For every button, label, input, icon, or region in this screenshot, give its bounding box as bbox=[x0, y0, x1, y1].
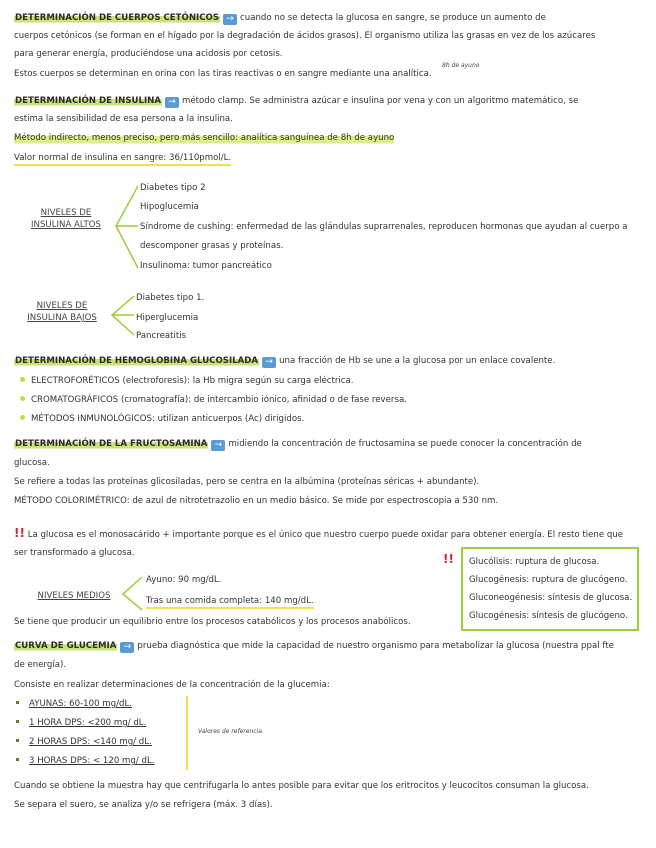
fructosamina-text-2: glucosa. bbox=[14, 458, 50, 468]
section-title-hemoglobina: DETERMINACIÓN DE HEMOGLOBINA GLUCOSILADA bbox=[15, 356, 259, 366]
altos-item-3b: descomponer grasas y proteínas. bbox=[140, 241, 284, 251]
curva-text-5: Se separa el suero, se analiza y/o se refrigera (máx. 3 días). bbox=[14, 800, 273, 810]
arrow-icon: → bbox=[262, 357, 276, 368]
curva-line-1 bbox=[14, 640, 614, 653]
curva-text-2: de energía). bbox=[14, 660, 67, 670]
arrow-icon: → bbox=[211, 440, 225, 451]
altos-item-4: Insulinoma: tumor pancreático bbox=[140, 261, 272, 271]
curva-item-4: 3 HORAS DPS: < 120 mg/ dL. bbox=[16, 755, 155, 767]
insulina-text-2: estima la sensibilidad de esa persona a la insulina. bbox=[14, 114, 233, 124]
insulina-text-1: método clamp. Se administra azúcar e insulina por vena y con un algoritmo matemático, se bbox=[182, 96, 579, 106]
section-title-cetonicos: DETERMINACIÓN DE CUERPOS CETÓNICOS bbox=[15, 13, 220, 23]
hemoglobina-bullet-1: ELECTROFORÉTICOS (electroforesis): la Hb migra según su carga eléctrica. bbox=[20, 375, 354, 387]
section-title-curva: CURVA DE GLUCEMIA bbox=[15, 641, 117, 651]
curva-item-2: 1 HORA DPS: <200 mg/ dL. bbox=[16, 717, 146, 729]
fructosamina-text-3: Se refiere a todas las proteínas glicosiladas, pero se centra en la albúmina (proteínas séricas + abundante). bbox=[14, 477, 480, 487]
cetonicos-text-2: cuerpos cetónicos (se forman en el hígado por la degradación de ácidos grasos). El organismo utiliza las grasas en vez de los azúcares bbox=[14, 31, 596, 41]
cetonicos-text-4: Estos cuerpos se determinan en orina con las tiras reactivas o en sangre mediante una analítica. bbox=[14, 69, 432, 79]
insulina-text-4: Valor normal de insulina en sangre: 36/110pmol/L. bbox=[14, 152, 231, 166]
label-niveles-medios: NIVELES MEDIOS bbox=[37, 591, 111, 601]
curva-text-1: prueba diagnóstica que mide la capacidad de nuestro organismo para metabolizar la glucosa (nuestra ppal fte bbox=[137, 641, 614, 651]
hemoglobina-text-1: una fracción de Hb se une a la glucosa por un enlace covalente. bbox=[279, 356, 556, 366]
curva-item-3: 2 HORAS DPS: <140 mg/ dL. bbox=[16, 736, 152, 748]
arrow-icon: → bbox=[223, 14, 237, 25]
label-insulina-altos: NIVELES DE INSULINA ALTOS bbox=[30, 208, 102, 230]
hemoglobina-line-1 bbox=[14, 355, 555, 368]
section-title-fructosamina: DETERMINACIÓN DE LA FRUCTOSAMINA bbox=[15, 439, 208, 449]
curva-item-1: AYUNAS: 60-100 mg/dL. bbox=[16, 698, 132, 710]
insulina-text-3: Método indirecto, menos preciso, pero más sencillo: analítica sanguínea de 8h de ayuno bbox=[14, 133, 395, 143]
arrow-icon: → bbox=[165, 97, 179, 108]
bajos-item-3: Pancreatitis bbox=[136, 331, 187, 341]
curva-text-4: Cuando se obtiene la muestra hay que centrifugarla lo antes posible para evitar que los eritrocitos y leucocitos consuman la glucosa. bbox=[14, 781, 589, 791]
glucosa-text-2: ser transformado a glucosa. bbox=[14, 548, 135, 558]
altos-item-1: Diabetes tipo 2 bbox=[140, 183, 206, 193]
bracket-bajos bbox=[108, 293, 136, 339]
fructosamina-text-4: MÉTODO COLORIMÉTRICO: de azul de nitrotetrazolio en un medio básico. Se mide por espectroscopia a 530 nm. bbox=[14, 496, 499, 506]
glucosa-text-1: La glucosa es el monosacárido + importante porque es el único que nuestro cuerpo puede oxidar para obtener energía. El resto tiene que bbox=[27, 530, 624, 540]
bracket-medios bbox=[120, 574, 144, 614]
cetonicos-text-1: cuando no se detecta la glucosa en sangre, se produce un aumento de bbox=[240, 13, 546, 23]
bracket-altos bbox=[112, 182, 140, 272]
cetonicos-text-3: para generar energía, produciéndose una acidosis por cetosis. bbox=[14, 49, 283, 59]
fructosamina-line-1 bbox=[14, 438, 582, 451]
bajos-item-1: Diabetes tipo 1. bbox=[136, 293, 205, 303]
box-item-glucogenogenesis: Glucogénesis: síntesis de glucógeno. bbox=[469, 611, 628, 621]
glucosa-line-1 bbox=[14, 527, 623, 541]
exclamation-icon: !! bbox=[14, 526, 25, 540]
glucose-processes-box bbox=[461, 547, 639, 631]
altos-item-3: Síndrome de cushing: enfermedad de las glándulas suprarrenales, reproducen hormonas que ayudan al cuerpo a bbox=[140, 222, 628, 232]
altos-item-2: Hipoglucemia bbox=[140, 202, 199, 212]
fructosamina-text-1: midiendo la concentración de fructosamina se puede conocer la concentración de bbox=[228, 439, 582, 449]
hemoglobina-bullet-3: MÉTODOS INMUNOLÓGICOS: utilizan anticuerpos (Ac) dirigidos. bbox=[20, 413, 304, 425]
label-insulina-bajos: NIVELES DE INSULINA BAJOS bbox=[27, 301, 97, 323]
hemoglobina-bullet-2: CROMATOGRÁFICOS (cromatografía): de intercambio iónico, afinidad o de fase reversa. bbox=[20, 394, 407, 406]
handwritten-note-ayuno: 8h de ayuno bbox=[442, 62, 480, 69]
bracket-bar bbox=[186, 696, 188, 770]
arrow-icon: → bbox=[120, 642, 134, 653]
insulina-line-1 bbox=[14, 95, 578, 108]
curva-text-3: Consiste en realizar determinaciones de la concentración de la glucemia: bbox=[14, 680, 330, 690]
bajos-item-2: Hiperglucemia bbox=[136, 313, 199, 323]
medios-comida: Tras una comida completa: 140 mg/dL. bbox=[146, 595, 314, 609]
exclamation-icon-box: !! bbox=[443, 552, 454, 566]
section-title-insulina: DETERMINACIÓN DE INSULINA bbox=[15, 96, 162, 106]
box-item-glucolisis: Glucólisis: ruptura de glucosa. bbox=[469, 557, 600, 567]
handwritten-note-referencia: Valores de referencia. bbox=[198, 728, 264, 735]
box-item-gluconeogenesis: Gluconeogénesis: síntesis de glucosa. bbox=[469, 593, 633, 603]
box-item-glucogenolisis: Glucogénesis: ruptura de glucógeno. bbox=[469, 575, 628, 585]
medios-ayuno: Ayuno: 90 mg/dL. bbox=[146, 575, 222, 585]
glucosa-text-3: Se tiene que producir un equilibrio entre los procesos catabólicos y los procesos anabólicos. bbox=[14, 617, 411, 627]
cetonicos-line-1 bbox=[14, 12, 546, 25]
